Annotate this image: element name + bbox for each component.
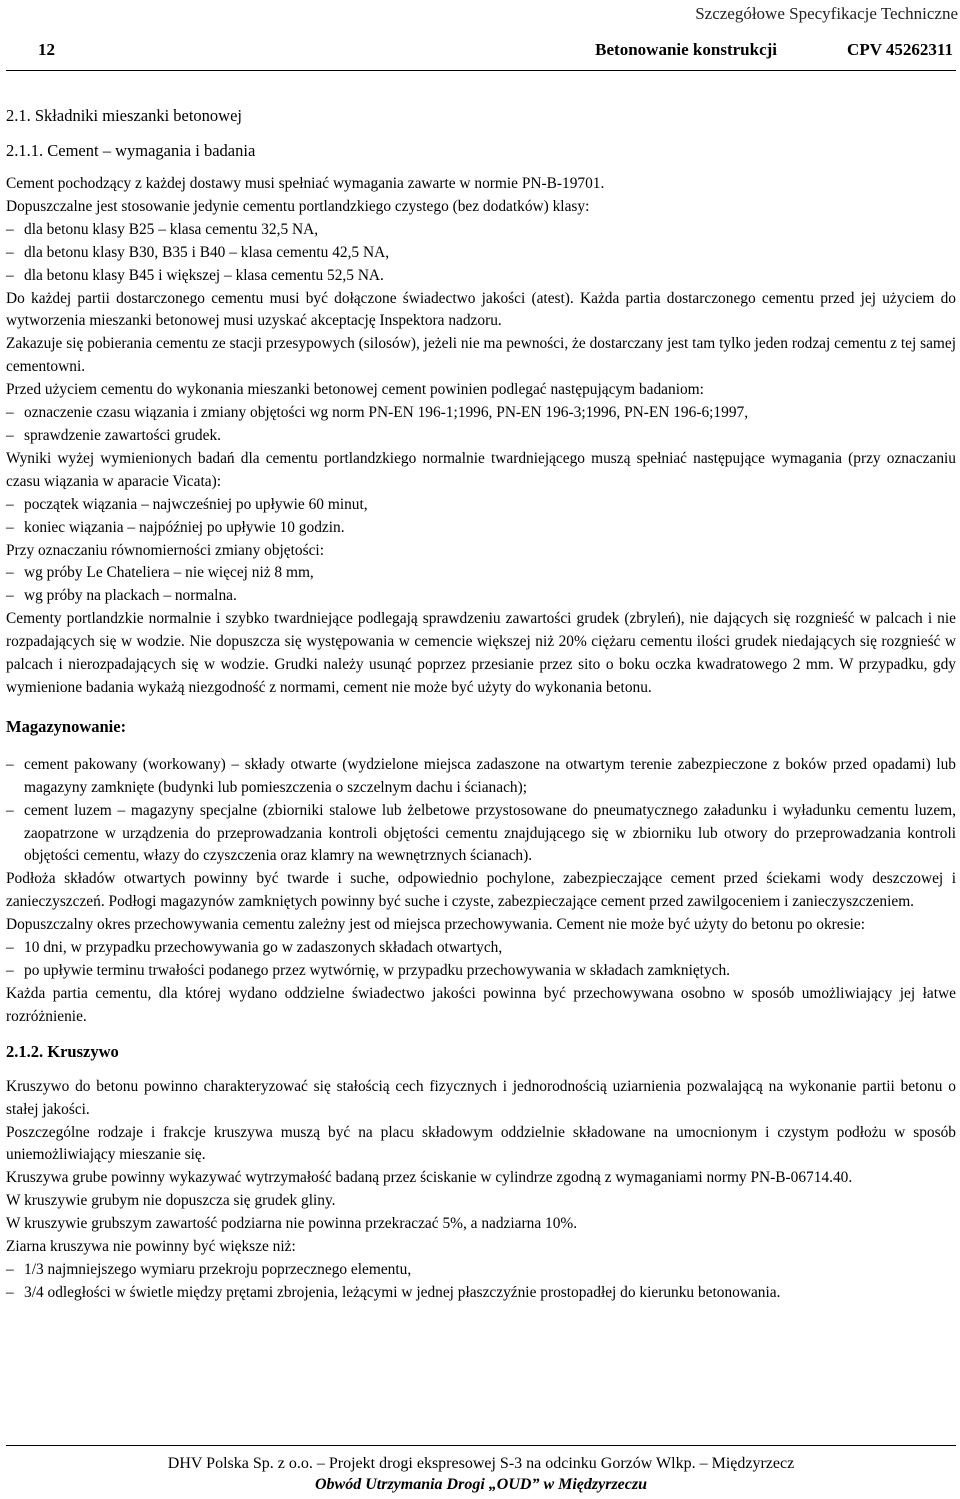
subsection-heading: 2.1.1. Cement – wymagania i badania	[6, 141, 256, 160]
section-heading: 2.1. Składniki mieszanki betonowej	[6, 106, 243, 125]
header-divider	[6, 70, 956, 71]
paragraph: Cementy portlandzkie normalnie i szybko twardniejące podlegają sprawdzeniu zawartości grudek (zbryleń), nie dających się rozgnieść w palcach i nie rozpadających się w wodzie. Nie dopuszcza się występowania w cemencie większej niż 20% ciężaru cementu ilości grudek niedających się rozgnieść w palcach i nierozpadających się w wodzie. Grudki należy usunąć poprzez przesianie przez sito o boku oczka kwadratowego 2 mm. W przypadku, gdy wymienione badania wykażą niezgodność z normami, cement nie może być użyty do wykonania betonu.	[6, 610, 956, 696]
paragraph: Poszczególne rodzaje i frakcje kruszywa muszą być na placu składowym oddzielnie składowane na umocnionym i czystym podłożu w sposób uniemożliwiający mieszanie się.	[6, 1123, 956, 1164]
paragraph: Dopuszczalne jest stosowanie jedynie cementu portlandzkiego czystego (bez dodatków) klasy:	[6, 197, 590, 215]
list-item: – 1/3 najmniejszego wymiaru przekroju poprzecznego elementu,	[6, 1259, 956, 1282]
paragraph: Wyniki wyżej wymienionych badań dla cementu portlandzkiego normalnie twardniejącego muszą spełniać następujące wymagania (przy oznaczaniu czasu wiązania w aparacie Vicata):	[6, 449, 956, 490]
paragraph: W kruszywie grubym nie dopuszcza się grudek gliny.	[6, 1192, 336, 1210]
header-spec-title: Szczegółowe Specyfikacje Techniczne	[695, 4, 958, 23]
footer-office: Obwód Utrzymania Drogi „OUD” w Międzyrzeczu	[314, 1476, 647, 1493]
paragraph: Każda partia cementu, dla której wydano oddzielne świadectwo jakości powinna być przechowywana osobno w sposób umożliwiający jej łatwe rozróżnienie.	[6, 984, 956, 1025]
paragraph: Przy oznaczaniu równomierności zmiany objętości:	[6, 541, 324, 559]
list-item: – oznaczenie czasu wiązania i zmiany objętości wg norm PN-EN 196-1;1996, PN-EN 196-3;1996, PN-EN 196-6;1997,	[6, 402, 956, 425]
page-number: 12	[38, 40, 55, 59]
footer-project: DHV Polska Sp. z o.o. – Projekt drogi ekspresowej S-3 na odcinku Gorzów Wlkp. – Międzyrzecz	[167, 1455, 795, 1472]
running-header	[6, 40, 956, 64]
list-item: – dla betonu klasy B45 i większej – klasa cementu 52,5 NA.	[6, 265, 956, 288]
paragraph: W kruszywie grubszym zawartość podziarna nie powinna przekraczać 5%, a nadziarna 10%.	[6, 1215, 578, 1233]
list-item: – dla betonu klasy B25 – klasa cementu 32,5 NA,	[6, 219, 956, 242]
header-chapter-title: Betonowanie konstrukcji	[595, 40, 777, 59]
list-item: – 10 dni, w przypadku przechowywania go w zadaszonych składach otwartych,	[6, 937, 956, 960]
paragraph: Zakazuje się pobierania cementu ze stacji przesypowych (silosów), jeżeli nie ma pewności, że dostarczany jest tam tylko jeden rodzaj cementu z tej samej cementowni.	[6, 335, 956, 376]
list-item: – koniec wiązania – najpóźniej po upływie 10 godzin.	[6, 517, 956, 540]
paragraph: Do każdej partii dostarczonego cementu musi być dołączone świadectwo jakości (atest). Każda partia dostarczonego cementu przed jej użyciem do wytworzenia mieszanki betonowej musi uzyskać akceptację Inspektora nadzoru.	[6, 289, 956, 330]
paragraph: Cement pochodzący z każdej dostawy musi spełniać wymagania zawarte w normie PN-B-19701.	[6, 175, 605, 192]
paragraph: Dopuszczalny okres przechowywania cementu zależny jest od miejsca przechowywania. Cement nie może być użyty do betonu po okresie:	[6, 916, 865, 934]
footer-divider	[6, 1445, 956, 1446]
paragraph: Podłoża składów otwartych powinny być twarde i suche, odpowiednio pochylone, zabezpieczające cement przed ściekami wody deszczowej i zanieczyszczeń. Podłogi magazynów zamkniętych powinny być suche i czyste, zabezpieczające cement przed zawilgoceniem i zanieczyszczeniem.	[6, 870, 956, 911]
list-item: – 3/4 odległości w świetle między prętami zbrojenia, leżącymi w jednej płaszczyźnie prostopadłej do kierunku betonowania.	[6, 1282, 956, 1305]
paragraph: Przed użyciem cementu do wykonania mieszanki betonowej cement powinien podlegać następującym badaniom:	[6, 381, 704, 399]
paragraph: Kruszywo do betonu powinno charakteryzować się stałością cech fizycznych i jednorodnością uziarnienia pozwalającą na wykonanie partii betonu o stałej jakości.	[6, 1077, 956, 1118]
list-item: – wg próby Le Chateliera – nie więcej niż 8 mm,	[6, 562, 956, 585]
page-body	[6, 105, 956, 1305]
list-item: – cement luzem – magazyny specjalne (zbiorniki stalowe lub żelbetowe przystosowane do pneumatycznego załadunku i wyładunku cementu luzem, zaopatrzone w urządzenia do przeprowadzania kontroli objętości cementu znajdującego się w zbiorniku lub otwory do przeprowadzania kontroli objętości cementu, włazy do czyszczenia oraz klamry na wewnętrznych ścianach).	[6, 800, 956, 869]
list-item: – wg próby na plackach – normalna.	[6, 585, 956, 608]
list-item: – po upływie terminu trwałości podanego przez wytwórnię, w przypadku przechowywania w składach zamkniętych.	[6, 960, 956, 983]
header-cpv-code: CPV 45262311	[847, 40, 953, 59]
list-item: – cement pakowany (workowany) – składy otwarte (wydzielone miejsca zadaszone na otwartym terenie zabezpieczone z boków przed opadami) lub magazyny zamknięte (budynki lub pomieszczenia o szczelnym dachu i ścianach);	[6, 754, 956, 800]
storage-heading: Magazynowanie:	[6, 716, 127, 736]
paragraph: Ziarna kruszywa nie powinny być większe niż:	[6, 1238, 296, 1256]
list-item: – początek wiązania – najwcześniej po upływie 60 minut,	[6, 494, 956, 517]
subsection-heading: 2.1.2. Kruszywo	[6, 1041, 119, 1061]
list-item: – sprawdzenie zawartości grudek.	[6, 425, 956, 448]
list-item: – dla betonu klasy B30, B35 i B40 – klasa cementu 42,5 NA,	[6, 242, 956, 265]
paragraph: Kruszywa grube powinny wykazywać wytrzymałość badaną przez ściskanie w cylindrze zgodną z wymaganiami normy PN-B-06714.40.	[6, 1169, 853, 1187]
